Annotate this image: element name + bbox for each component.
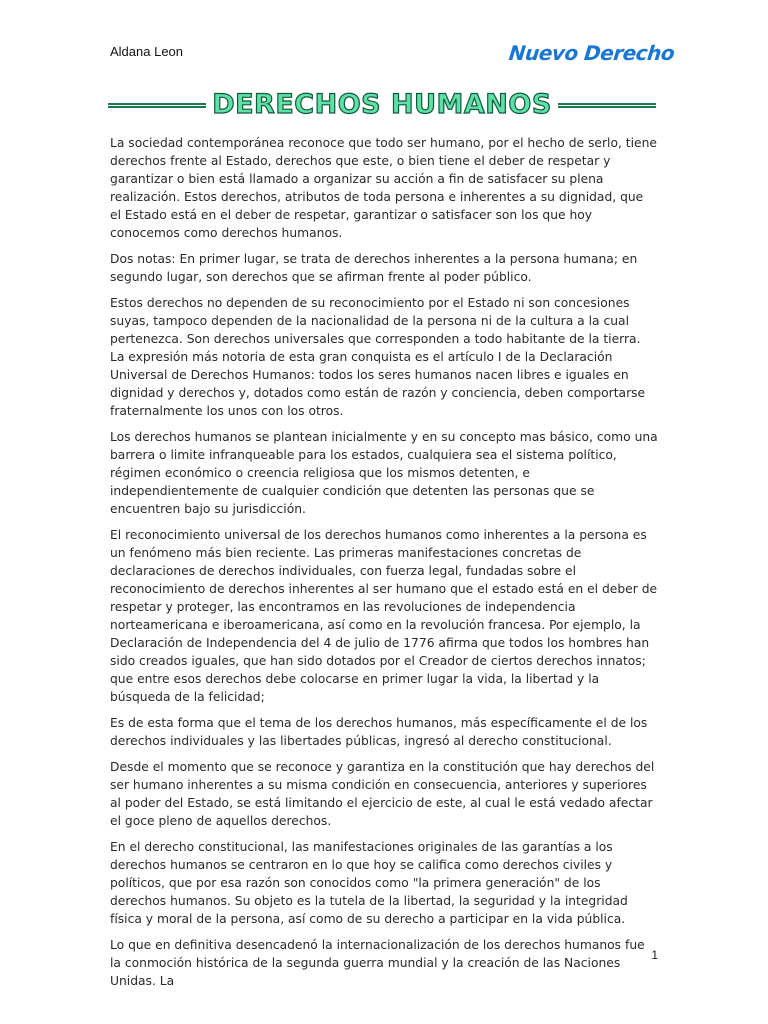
paragraph: En el derecho constitucional, las manifestaciones originales de las garantías a los derechos humanos se centraron en lo que hoy se califica como derechos civiles y políticos, que por esa razón son conocidos como "la primera generación" de los derechos humanos. Su objeto es la tutela de la libertad, la seguridad y la integridad física y moral de la persona, así como de su derecho a participar en la vida pública. [110,840,628,926]
paragraph: La sociedad contemporánea reconoce que todo ser humano, por el hecho de serlo, tiene derechos frente al Estado, derechos que este, o bien tiene el deber de respetar y garantizar o bien está llamado a organizar su acción a fin de satisfacer su plena realización. Estos derechos, atributos de toda persona e inherentes a su dignidad, que el Estado está en el deber de respetar, garantizar o satisfacer son los que hoy conocemos como derechos humanos. [110,136,657,240]
document-body [110,134,658,998]
page-number: 1 [651,948,658,962]
page-title: DERECHOS HUMANOS [212,89,552,120]
paragraph: Dos notas: En primer lugar, se trata de derechos inherentes a la persona humana; en segundo lugar, son derechos que se afirman frente al poder público. [110,252,638,284]
paragraph: El reconocimiento universal de los derechos humanos como inherentes a la persona es un fenómeno más bien reciente. Las primeras manifestaciones concretas de declaraciones de derechos individuales, con fuerza legal, fundadas sobre el reconocimiento de derechos inherentes al ser humano que el estado está en el deber de respetar y proteger, las encontramos en las revoluciones de independencia norteamericana e iberoamericana, así como en la revolución francesa. Por ejemplo, la Declaración de Independencia del 4 de julio de 1776 afirma que todos los hombres han sido creados iguales, que han sido dotados por el Creador de ciertos derechos innatos; que entre esos derechos debe colocarse en primer lugar la vida, la libertad y la búsqueda de la felicidad; [110,528,658,704]
title-banner [108,88,656,122]
paragraph: Estos derechos no dependen de su reconocimiento por el Estado ni son concesiones suyas, tampoco dependen de la nacionalidad de la persona ni de la cultura a la cual pertenezca. Son derechos universales que corresponden a todo habitante de la tierra. La expresión más notoria de esta gran conquista es el artículo I de la Declaración Universal de Derechos Humanos: todos los seres humanos nacen libres e iguales en dignidad y derechos y, dotados como están de razón y conciencia, deben comportarse fraternalmente los unos con los otros. [110,296,646,418]
title-rule-right [558,103,656,108]
paragraph: Es de esta forma que el tema de los derechos humanos, más específicamente el de los derechos individuales y las libertades públicas, ingresó al derecho constitucional. [110,716,648,748]
paragraph: Lo que en definitiva desencadenó la internacionalización de los derechos humanos fue la conmoción histórica de la segunda guerra mundial y la creación de las Naciones Unidas. La [110,938,645,988]
brand-logo: Nuevo Derecho [507,41,676,65]
title-rule-left [108,103,206,108]
author-name: Aldana Leon [110,44,184,59]
paragraph: Los derechos humanos se plantean inicialmente y en su concepto mas básico, como una barrera o limite infranqueable para los estados, cualquiera sea el sistema político, régimen económico o creencia religiosa que los mismos detenten, e independientemente de cualquier condición que detenten las personas que se encuentren bajo su jurisdicción. [110,430,658,516]
paragraph: Desde el momento que se reconoce y garantiza en la constitución que hay derechos del ser humano inherentes a su misma condición en consecuencia, anteriores y superiores al poder del Estado, se está limitando el ejercicio de este, al cual le está vedado afectar el goce pleno de aquellos derechos. [110,760,655,828]
